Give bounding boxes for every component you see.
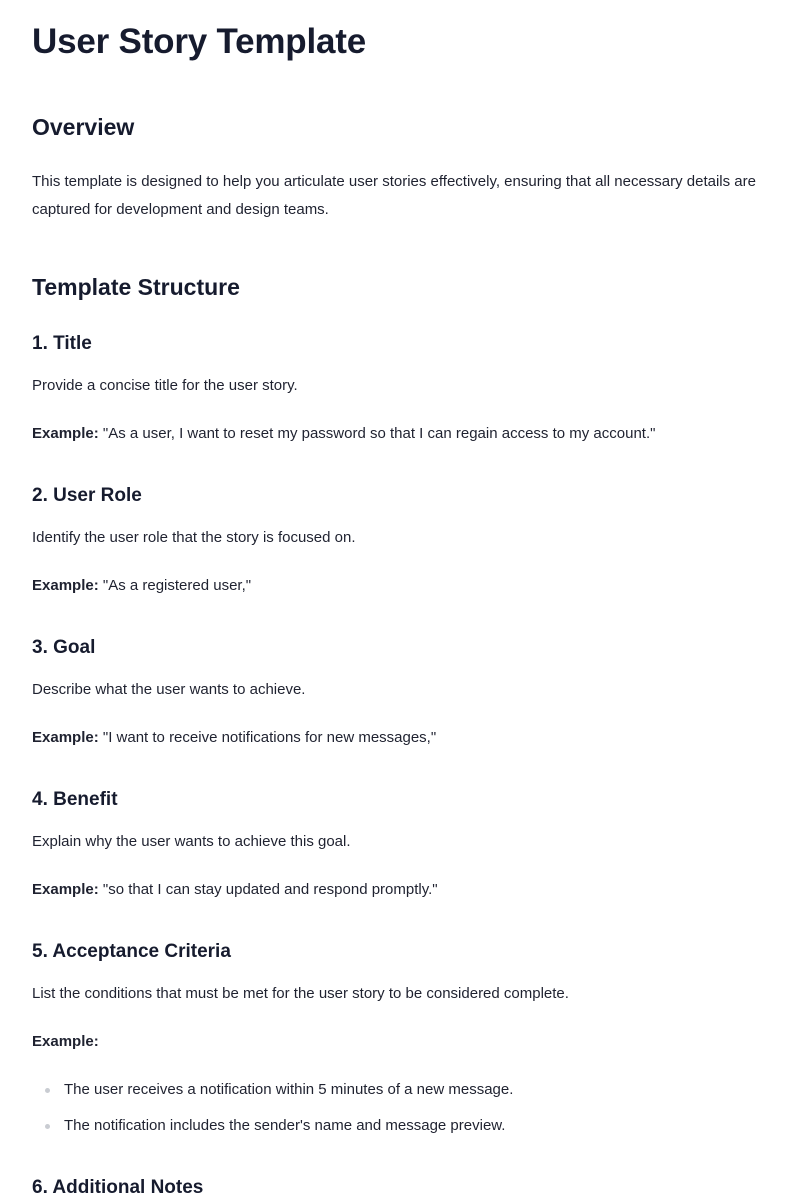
list-item-text: The notification includes the sender's name and message preview.	[64, 1117, 506, 1134]
section-benefit-heading: 4. Benefit	[32, 789, 118, 810]
section-acceptance-criteria-heading: 5. Acceptance Criteria	[32, 941, 231, 962]
section-acceptance-criteria-example	[32, 1028, 99, 1056]
template-structure-heading: Template Structure	[32, 274, 240, 300]
list-item	[32, 1116, 513, 1152]
section-user-role-heading: 2. User Role	[32, 485, 142, 506]
overview-text: This template is designed to help you articulate user stories effectively, ensuring that all necessary details are captured for development and design teams.	[32, 173, 756, 218]
example-label: Example:	[32, 577, 99, 594]
list-item-text: The user receives a notification within 5 minutes of a new message.	[64, 1081, 514, 1098]
section-benefit-example	[32, 876, 438, 904]
section-additional-notes-heading: 6. Additional Notes	[32, 1177, 204, 1198]
section-title-heading: 1. Title	[32, 333, 92, 354]
section-goal-description: Describe what the user wants to achieve.	[32, 681, 306, 698]
section-benefit-description: Explain why the user wants to achieve this goal.	[32, 833, 351, 850]
bullet-icon	[45, 1124, 50, 1129]
page-title: User Story Template	[32, 22, 366, 61]
example-label: Example:	[32, 881, 99, 898]
section-title-description: Provide a concise title for the user story.	[32, 377, 298, 394]
example-label: Example:	[32, 1033, 99, 1050]
section-title-example	[32, 420, 655, 448]
example-label: Example:	[32, 425, 99, 442]
example-text: "As a registered user,"	[102, 577, 252, 594]
section-acceptance-criteria-description: List the conditions that must be met for the user story to be considered complete.	[32, 985, 569, 1002]
acceptance-criteria-list	[32, 1080, 513, 1152]
example-label: Example:	[32, 729, 99, 746]
example-text: "I want to receive notifications for new messages,"	[102, 729, 437, 746]
section-goal-heading: 3. Goal	[32, 637, 96, 658]
section-user-role-description: Identify the user role that the story is focused on.	[32, 529, 356, 546]
example-text: "As a user, I want to reset my password so that I can regain access to my account."	[102, 425, 656, 442]
list-item	[32, 1080, 513, 1116]
overview-heading: Overview	[32, 114, 135, 140]
example-text: "so that I can stay updated and respond promptly."	[102, 881, 438, 898]
section-goal-example	[32, 724, 436, 752]
bullet-icon	[45, 1088, 50, 1093]
section-user-role-example	[32, 572, 251, 600]
